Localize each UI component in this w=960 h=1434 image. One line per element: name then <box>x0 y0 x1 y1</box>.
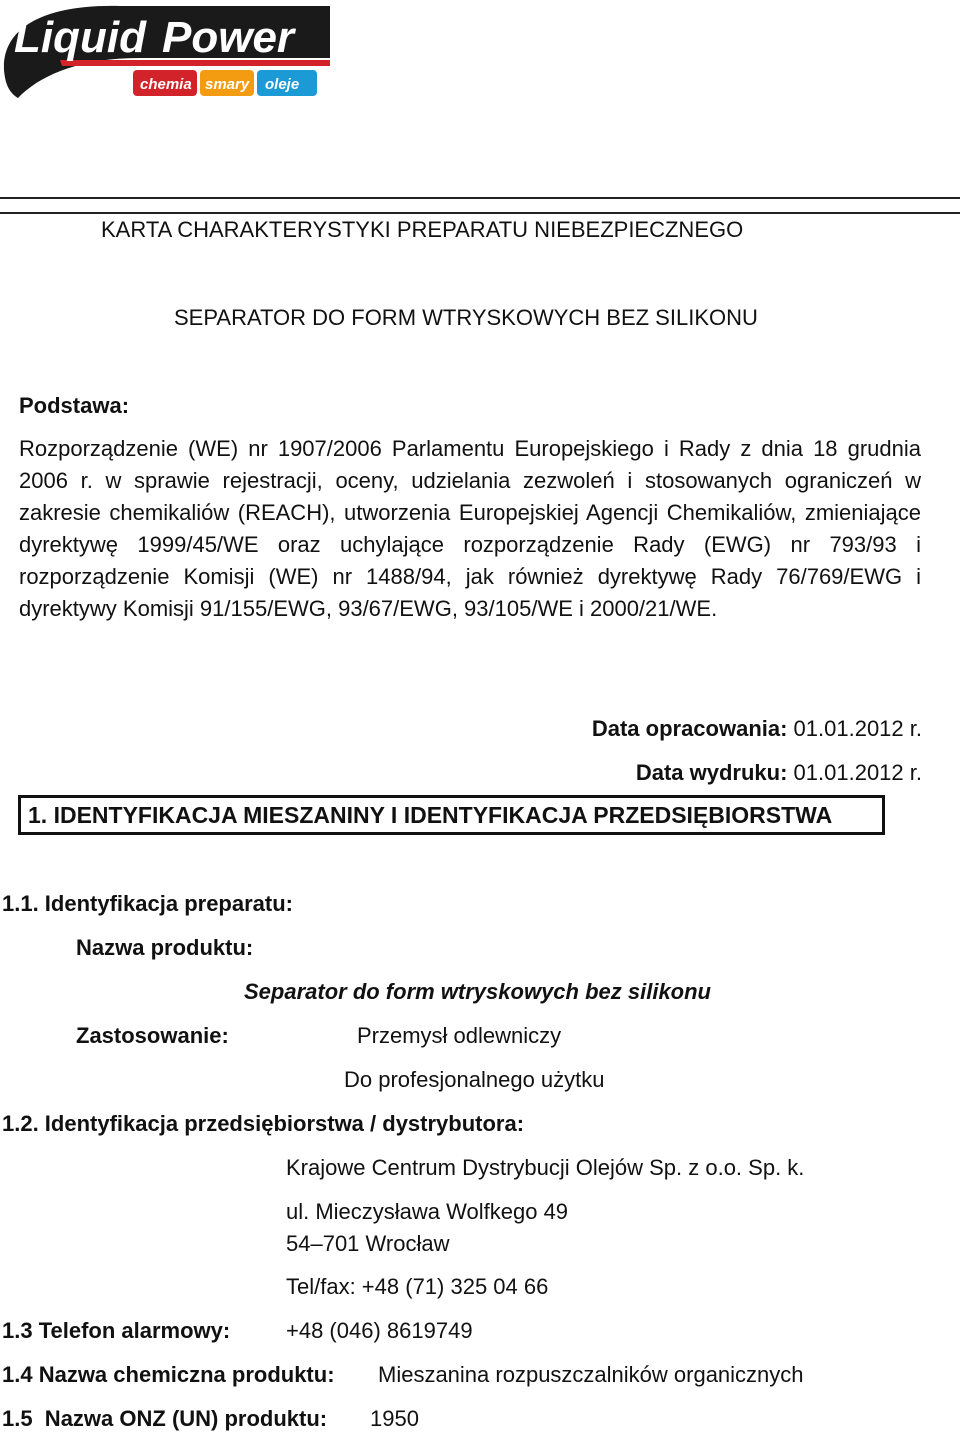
date-printed-value: 01.01.2012 r. <box>787 760 922 785</box>
company-phone: Tel/fax: +48 (71) 325 04 66 <box>286 1274 549 1299</box>
date-prepared-value: 01.01.2012 r. <box>787 716 922 741</box>
product-name-value: Separator do form wtryskowych bez silikonu <box>244 979 711 1004</box>
date-printed-label: Data wydruku: <box>635 760 788 785</box>
company-name: Krajowe Centrum Dystrybucji Olejów Sp. z o.o. Sp. k. <box>286 1155 805 1180</box>
logo-brand-power: Power <box>162 13 295 62</box>
logo-tag-chemia: chemia <box>140 76 192 93</box>
header-rule-bottom <box>0 212 960 214</box>
section-1-1-label: 1.1. Identyfikacja preparatu: <box>2 891 293 916</box>
document-subtitle: SEPARATOR DO FORM WTRYSKOWYCH BEZ SILIKONU <box>174 305 758 330</box>
usage-value-1: Przemysł odlewniczy <box>357 1023 562 1048</box>
section-1-heading: 1. IDENTYFIKACJA MIESZANINY I IDENTYFIKACJA PRZEDSIĘBIORSTWA <box>18 795 885 835</box>
un-number: 1950 <box>370 1406 419 1431</box>
document-title: KARTA CHARAKTERYSTYKI PREPARATU NIEBEZPIECZNEGO <box>101 217 744 242</box>
section-1-4-label: 1.4 Nazwa chemiczna produktu: <box>2 1362 335 1387</box>
section-1-5-label: 1.5 Nazwa ONZ (UN) produktu: <box>2 1406 328 1431</box>
logo-tag-smary: smary <box>205 76 250 93</box>
logo-brand-liquid: Liquid <box>14 13 146 62</box>
date-prepared-label: Data opracowania: <box>591 716 788 741</box>
usage-label: Zastosowanie: <box>76 1023 229 1048</box>
basis-label: Podstawa: <box>19 393 130 418</box>
section-1-3-label: 1.3 Telefon alarmowy: <box>2 1318 231 1343</box>
liquid-power-logo <box>0 0 335 100</box>
date-printed <box>636 759 922 787</box>
usage-value-2: Do profesjonalnego użytku <box>344 1067 605 1092</box>
logo-tag-oleje: oleje <box>265 76 300 93</box>
company-street: ul. Mieczysława Wolfkego 49 <box>286 1199 569 1224</box>
company-city: 54–701 Wrocław <box>286 1231 450 1256</box>
logo-reg-mark: ® <box>318 19 327 33</box>
header-rule-top <box>0 197 960 199</box>
date-prepared <box>592 715 922 743</box>
basis-paragraph: Rozporządzenie (WE) nr 1907/2006 Parlamentu Europejskiego i Rady z dnia 18 grudnia 2006 r. w sprawie rejestracji, oceny, udzielania zezwoleń i stosowanych ograniczeń w zakresie chemikaliów (REACH), utworzenia Europejskiej Agencji Chemikaliów, zmieniające dyrektywę 1999/45/WE oraz uchylające rozporządzenie Rady (EWG) nr 793/93 i rozporządzenie Komisji (WE) nr 1488/94, jak również dyrektywę Rady 76/769/EWG i dyrektywy Komisji 91/155/EWG, 93/67/EWG, 93/105/WE i 2000/21/WE. <box>19 436 921 621</box>
product-name-label: Nazwa produktu: <box>76 935 254 960</box>
chemical-name: Mieszanina rozpuszczalników organicznych <box>378 1362 804 1387</box>
emergency-phone: +48 (046) 8619749 <box>286 1318 473 1343</box>
section-1-2-label: 1.2. Identyfikacja przedsiębiorstwa / dystrybutora: <box>2 1111 525 1136</box>
